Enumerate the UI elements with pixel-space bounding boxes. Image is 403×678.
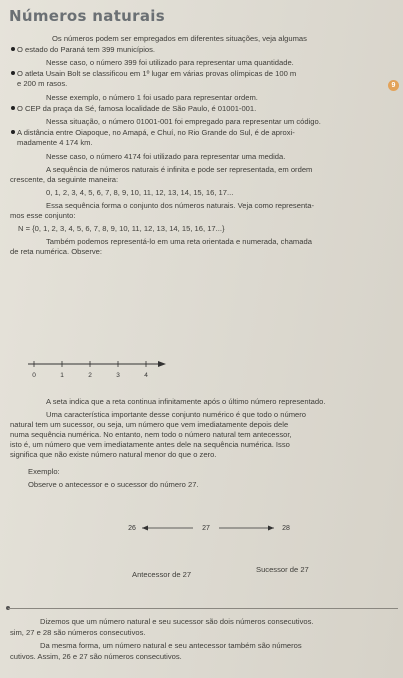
arrow-head-left: [142, 526, 148, 531]
successor-text: significa que não existe número natural menor do que o zero.: [10, 450, 217, 459]
arrow-explanation: A seta indica que a reta continua infinitamente após o último número representado.: [46, 397, 326, 406]
sequence-text-cont: crescente, da seguinte maneira:: [10, 175, 119, 184]
number-line-intro-cont: de reta numérica. Observe:: [10, 247, 103, 256]
consecutive-text-2-cont: cutivos. Assim, 26 e 27 são números consecutivos.: [10, 652, 182, 661]
bullet: [11, 106, 15, 110]
number-line-tick-label: 4: [144, 372, 148, 379]
explanation-text: Nessa situação, o número 01001-001 foi empregado para representar um código.: [46, 117, 321, 126]
successor-text: natural tem um sucessor, ou seja, um número que vem imediatamente depois dele: [10, 420, 289, 429]
successor-text: numa sequência numérica. No entanto, nem todo o número natural tem antecessor,: [10, 430, 292, 439]
set-text-cont: mos esse conjunto:: [10, 211, 76, 220]
bullet-text-bolt: O atleta Usain Bolt se classificou em 1º lugar em várias provas olímpicas de 100 m: [17, 69, 297, 78]
number-line-intro: Também podemos representá-lo em uma reta orientada e numerada, chamada: [46, 237, 312, 246]
example-label: Exemplo:: [28, 467, 60, 476]
explanation-text: Nesse caso, o número 399 foi utilizado para representar uma quantidade.: [46, 58, 294, 67]
sequence-text: A sequência de números naturais é infinita e pode ser representada, em ordem: [46, 165, 313, 174]
number-line-tick-label: 1: [60, 372, 64, 379]
natural-sequence: 0, 1, 2, 3, 4, 5, 6, 7, 8, 9, 10, 11, 12, 13, 14, 15, 16, 17...: [46, 188, 234, 197]
number-line-tick-label: 0: [32, 372, 36, 379]
consecutive-text-2: Da mesma forma, um número natural e seu antecessor também são números: [40, 641, 302, 650]
antecessor-sucessor-diagram: [120, 512, 310, 572]
page-badge: 9: [388, 80, 399, 91]
arrow-head-right: [268, 526, 274, 531]
page-title: Números naturais: [9, 7, 165, 25]
successor-text: isto é, um número que vem imediatamente antes dele na sequência numérica. Isso: [10, 440, 290, 449]
explanation-text: Nesse caso, o número 4174 foi utilizado para representar uma medida.: [46, 152, 286, 161]
bullet-text-distance: A distância entre Oiapoque, no Amapá, e Chuí, no Rio Grande do Sul, é de aproxi-: [17, 128, 295, 137]
separator-line: [8, 608, 398, 609]
bullet: [11, 47, 15, 51]
set-text: Essa sequência forma o conjunto dos números naturais. Veja como representa-: [46, 201, 315, 210]
sucessor-number: 28: [282, 525, 290, 532]
number-line-tick-label: 2: [88, 372, 92, 379]
number-line-arrow: [158, 361, 166, 367]
bullet-text-distance-cont: madamente 4 174 km.: [17, 138, 93, 147]
main-number: 27: [202, 525, 210, 532]
bullet-text-parana: O estado do Paraná tem 399 municípios.: [17, 45, 156, 54]
number-line: [28, 357, 168, 381]
bullet: [11, 130, 15, 134]
antecessor-number: 26: [128, 525, 136, 532]
explanation-text: Nesse exemplo, o número 1 foi usado para representar ordem.: [46, 93, 258, 102]
bullet-text-bolt-cont: e 200 m rasos.: [17, 79, 68, 88]
consecutive-text-cont: sim, 27 e 28 são números consecutivos.: [10, 628, 146, 637]
number-line-tick-label: 3: [116, 372, 120, 379]
example-text: Observe o antecessor e o sucessor do número 27.: [28, 480, 199, 489]
natural-set: N = {0, 1, 2, 3, 4, 5, 6, 7, 8, 9, 10, 11, 12, 13, 14, 15, 16, 17...}: [18, 224, 225, 233]
consecutive-text: Dizemos que um número natural e seu sucessor são dois números consecutivos.: [40, 617, 314, 626]
bullet-text-cep: O CEP da praça da Sé, famosa localidade de São Paulo, é 01001-001.: [17, 104, 257, 113]
sucessor-label: Sucessor de 27: [256, 565, 309, 574]
antecessor-label: Antecessor de 27: [132, 570, 192, 579]
bullet: [11, 71, 15, 75]
successor-text: Uma característica importante desse conjunto numérico é que todo o número: [46, 410, 307, 419]
intro-text: Os números podem ser empregados em diferentes situações, veja algumas: [52, 34, 307, 43]
